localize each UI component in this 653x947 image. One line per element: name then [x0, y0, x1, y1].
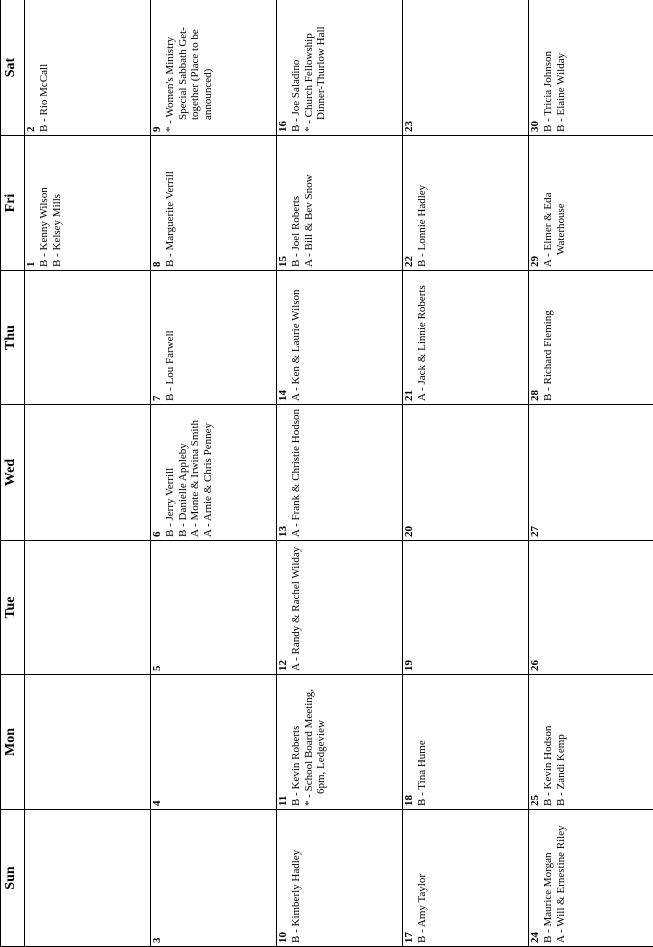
day-cell — [151, 810, 277, 947]
day-header-tue: Tue — [1, 541, 25, 675]
day-cell — [25, 810, 151, 947]
day-cell — [403, 541, 529, 675]
day-cell-content — [277, 271, 303, 404]
day-header-sun: Sun — [1, 810, 25, 947]
day-cell — [529, 810, 653, 947]
week-row — [529, 0, 653, 947]
day-cell-content — [277, 0, 328, 135]
date-number: 20 — [403, 526, 415, 537]
date-number: 12 — [277, 660, 289, 671]
calendar-entry: B - Tina Hume — [416, 740, 428, 806]
day-cell-content — [25, 271, 26, 404]
date-number: 23 — [403, 121, 415, 132]
day-cell-content — [403, 541, 415, 674]
day-cell-content — [529, 675, 567, 809]
day-cell — [529, 541, 653, 675]
day-cell — [25, 541, 151, 675]
day-cell — [277, 541, 403, 675]
calendar-entry: A - Monte & Irwina Smith — [189, 419, 201, 537]
day-cell-content — [151, 136, 177, 270]
calendar-entry: B - Joe Saladino — [290, 59, 302, 132]
calendar-entry: B - Joel Roberts — [290, 195, 302, 267]
day-cell — [529, 675, 653, 810]
date-number: 4 — [151, 800, 163, 806]
calendar-entry: B - Rio McCall — [38, 63, 50, 132]
day-cell-content — [403, 405, 415, 540]
calendar-entry: B - Lonnie Hadley — [416, 184, 428, 267]
day-cell-content — [151, 405, 214, 540]
calendar-entry: A - Randy & Rachel Wilday — [290, 546, 302, 671]
day-cell — [529, 136, 653, 271]
week-row — [403, 0, 529, 947]
date-number: 5 — [151, 665, 163, 671]
day-cell-content — [151, 541, 163, 674]
day-cell-content — [25, 405, 26, 540]
day-cell — [25, 136, 151, 271]
day-header-wed: Wed — [1, 405, 25, 541]
calendar-entry: B - Jerry Verrill — [164, 467, 176, 537]
date-number: 9 — [151, 126, 163, 132]
day-cell — [277, 810, 403, 947]
calendar-entry: B - Danielle Appleby — [176, 443, 189, 537]
date-number: 14 — [277, 390, 289, 401]
calendar-entry: B - Kelsey Mills — [50, 193, 63, 267]
day-cell — [277, 405, 403, 541]
date-number: 10 — [277, 932, 289, 943]
calendar-body — [25, 0, 653, 947]
day-cell — [25, 271, 151, 405]
day-cell — [277, 675, 403, 810]
calendar-entry: B - Kevin Roberts — [290, 725, 302, 806]
week-row — [151, 0, 277, 947]
calendar-entry: * - Church Fellowship Dinner-Thurlow Hall — [302, 26, 327, 132]
day-cell-content — [403, 271, 429, 404]
date-number: 27 — [529, 526, 541, 537]
date-number: 21 — [403, 390, 415, 401]
calendar-entry: A - Arnie & Chris Penney — [201, 423, 214, 537]
date-number: 29 — [529, 256, 541, 267]
day-cell-content — [25, 810, 26, 946]
calendar-entry: A - Jack & Linnie Roberts — [416, 285, 428, 401]
day-cell — [277, 136, 403, 271]
day-cell-content — [403, 136, 429, 270]
day-cell — [529, 271, 653, 405]
day-cell-content — [25, 136, 63, 270]
day-cell-content — [403, 0, 415, 135]
calendar-entry: B - Maurice Morgan — [542, 852, 554, 943]
calendar-entry: B - Zandi Kemp — [554, 734, 567, 806]
day-cell — [277, 0, 403, 136]
calendar-entry: B - Kimberly Hadley — [290, 849, 302, 943]
day-cell — [529, 0, 653, 136]
day-cell-content — [277, 136, 315, 270]
date-number: 25 — [529, 795, 541, 806]
calendar-entry: A - Ken & Laurie Wilson — [290, 289, 302, 401]
day-header-row — [1, 0, 25, 947]
day-cell-content — [403, 675, 429, 809]
day-cell — [151, 405, 277, 541]
day-cell — [151, 136, 277, 271]
calendar-entry: B - Kenny Wilson — [38, 187, 50, 267]
day-cell — [151, 541, 277, 675]
week-row — [25, 0, 151, 947]
day-cell — [25, 0, 151, 136]
day-cell — [403, 675, 529, 810]
day-cell — [403, 271, 529, 405]
date-number: 1 — [25, 261, 37, 267]
calendar-entry: B - Richard Fleming — [542, 310, 554, 401]
day-cell-content — [529, 810, 567, 946]
date-number: 15 — [277, 256, 289, 267]
day-cell-content — [25, 675, 26, 809]
day-cell — [403, 136, 529, 271]
calendar-entry: B - Tricia Johnson — [542, 51, 554, 132]
day-cell-content — [529, 541, 541, 674]
day-cell — [25, 405, 151, 541]
day-cell — [25, 675, 151, 810]
day-cell-content — [151, 675, 163, 809]
day-cell — [151, 0, 277, 136]
date-number: 3 — [151, 937, 163, 943]
date-number: 24 — [529, 932, 541, 943]
day-cell-content — [529, 405, 541, 540]
calendar-entry: A - Will & Ernestine Riley — [554, 825, 567, 943]
day-cell-content — [277, 675, 328, 809]
date-number: 19 — [403, 660, 415, 671]
day-cell-content — [529, 271, 555, 404]
date-number: 13 — [277, 526, 289, 537]
date-number: 7 — [151, 395, 163, 401]
day-cell-content — [151, 810, 163, 946]
day-header-fri: Fri — [1, 136, 25, 271]
calendar-entry: B - Kevin Hodson — [542, 725, 554, 806]
day-cell — [151, 675, 277, 810]
day-cell — [403, 810, 529, 947]
date-number: 2 — [25, 126, 37, 132]
date-number: 18 — [403, 795, 415, 806]
day-cell-content — [277, 541, 303, 674]
date-number: 30 — [529, 121, 541, 132]
date-number: 16 — [277, 121, 289, 132]
day-cell — [403, 0, 529, 136]
day-cell-content — [25, 541, 26, 674]
date-number: 17 — [403, 932, 415, 943]
day-cell-content — [25, 0, 51, 135]
calendar-entry: B - Elaine Wilday — [554, 52, 567, 132]
day-cell — [403, 405, 529, 541]
day-cell-content — [151, 271, 177, 404]
calendar-entry: B - Amy Taylor — [416, 874, 428, 943]
day-cell-content — [277, 810, 303, 946]
date-number: 22 — [403, 256, 415, 267]
date-number: 28 — [529, 390, 541, 401]
date-number: 11 — [277, 795, 289, 806]
day-cell — [151, 271, 277, 405]
day-header-sat: Sat — [1, 0, 25, 136]
week-row — [277, 0, 403, 947]
day-cell-content — [529, 136, 567, 270]
calendar-entry: A - Frank & Christie Hodson — [290, 408, 302, 537]
day-cell — [277, 271, 403, 405]
day-cell — [529, 405, 653, 541]
calendar-entry: B - Lou Farwell — [164, 330, 176, 401]
day-header-mon: Mon — [1, 675, 25, 810]
calendar-entry: A - Bill & Bev Snow — [302, 174, 315, 267]
calendar-entry: * - Women's Ministry Special Sabbath Get-together (Place to be announced) — [164, 27, 214, 132]
calendar-entry: B - Marguerite Verrill — [164, 171, 176, 267]
calendar-entry: A - Elmer & Eda Waterhouse — [542, 192, 567, 267]
day-cell-content — [529, 0, 567, 135]
day-cell-content — [403, 810, 429, 946]
date-number: 6 — [151, 531, 163, 537]
day-cell-content — [151, 0, 214, 135]
day-header-thu: Thu — [1, 271, 25, 405]
day-cell-content — [277, 405, 303, 540]
calendar-entry: * - School Board Meeting, 6pm, Ledgeview — [302, 688, 327, 806]
date-number: 26 — [529, 660, 541, 671]
date-number: 8 — [151, 261, 163, 267]
